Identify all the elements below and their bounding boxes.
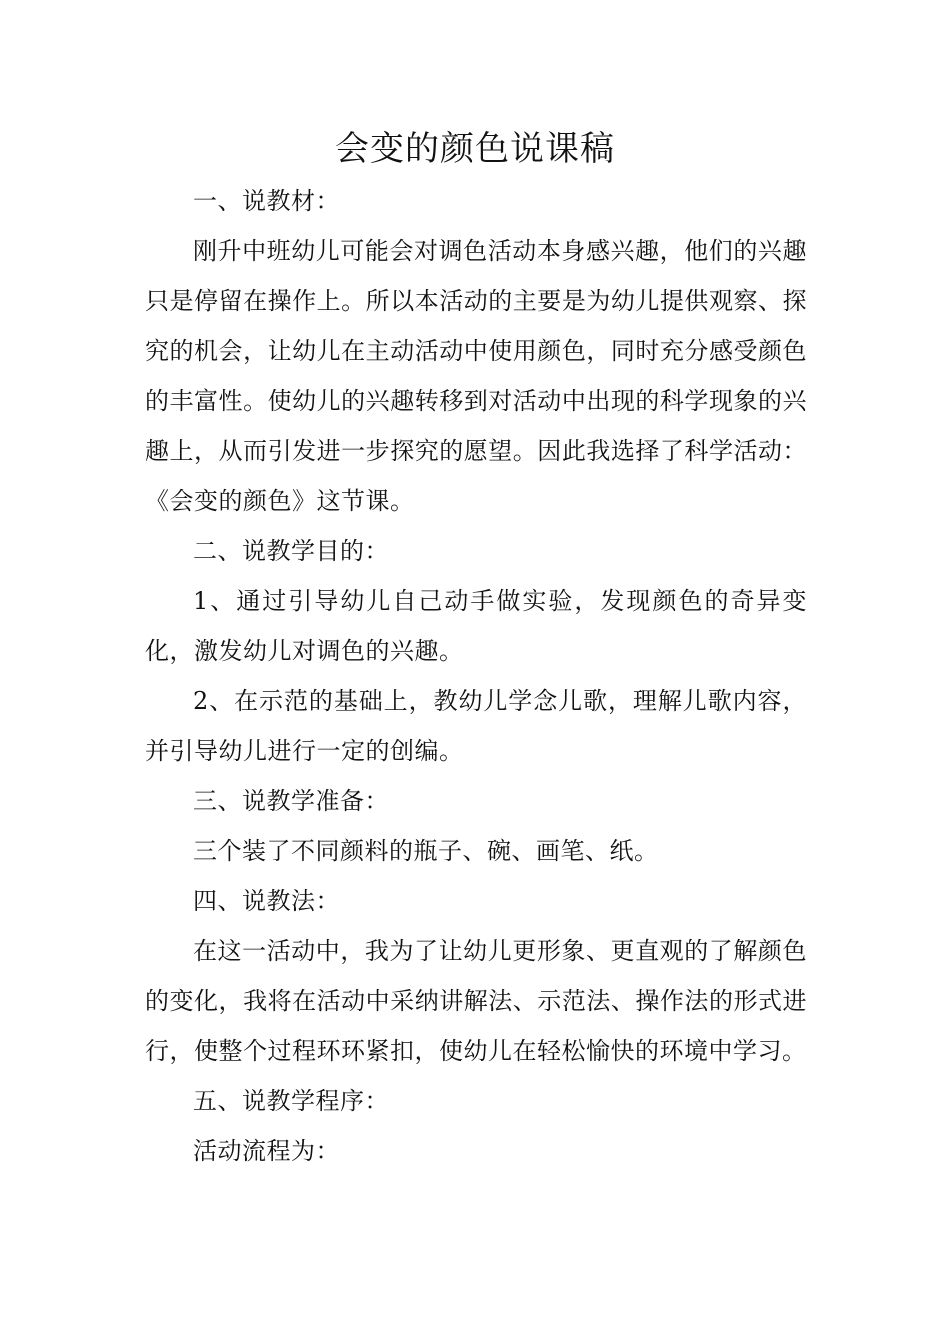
document-body [145, 176, 807, 1176]
paragraph-procedure: 活动流程为： [193, 1137, 340, 1165]
section-heading-methods: 四、说教法： [193, 887, 340, 915]
paragraph-preparation: 三个装了不同颜料的瓶子、碗、画笔、纸。 [193, 837, 659, 865]
section-heading-objectives: 二、说教学目的： [193, 537, 389, 565]
section-heading-procedure: 五、说教学程序： [193, 1087, 389, 1115]
section-heading-preparation: 三、说教学准备： [193, 787, 389, 815]
paragraph-objective-2: 2、在示范的基础上，教幼儿学念儿歌，理解儿歌内容，并引导幼儿进行一定的创编。 [145, 687, 807, 765]
paragraph-objective-1: 1、通过引导幼儿自己动手做实验，发现颜色的奇异变化，激发幼儿对调色的兴趣。 [145, 587, 807, 665]
document-title: 会变的颜色说课稿 [335, 129, 615, 169]
section-heading-textbook: 一、说教材： [193, 187, 340, 215]
paragraph-methods: 在这一活动中，我为了让幼儿更形象、更直观的了解颜色的变化，我将在活动中采纳讲解法、示范法、操作法的形式进行，使整个过程环环紧扣，使幼儿在轻松愉快的环境中学习。 [145, 937, 807, 1065]
paragraph-textbook: 刚升中班幼儿可能会对调色活动本身感兴趣，他们的兴趣只是停留在操作上。所以本活动的主要是为幼儿提供观察、探究的机会，让幼儿在主动活动中使用颜色，同时充分感受颜色的丰富性。使幼儿的兴趣转移到对活动中出现的科学现象的兴趣上，从而引发进一步探究的愿望。因此我选择了科学活动：《会变的颜色》这节课。 [145, 237, 807, 515]
